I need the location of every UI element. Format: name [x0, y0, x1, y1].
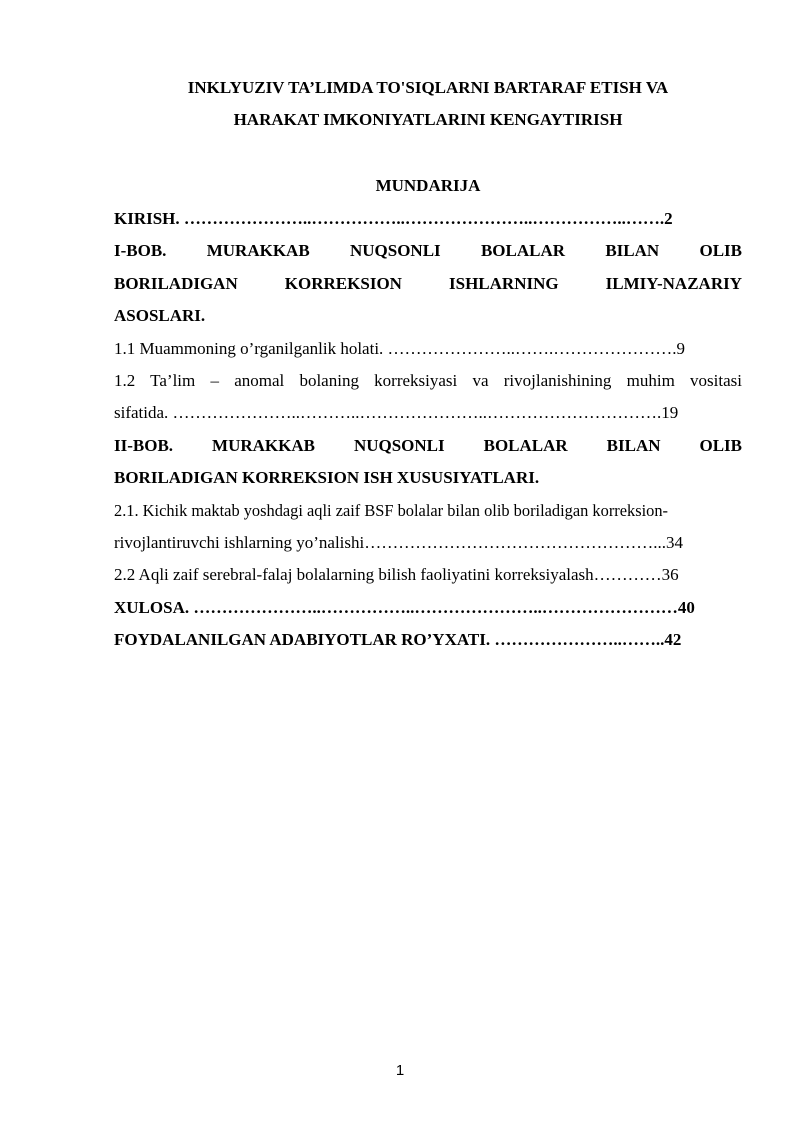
toc-entry-kirish: KIRISH. …………………..……………..…………………..……………..…….2: [114, 209, 673, 228]
toc-entry-adabiyotlar: FOYDALANILGAN ADABIYOTLAR RO’YXATI. …………………..……..42: [114, 630, 682, 650]
toc-heading: MUNDARIJA: [375, 176, 481, 195]
toc-entry-section-2-1-line-2: rivojlantiruvchi ishlarning yo’nalishi……………………………………………...34: [114, 533, 683, 553]
toc-entry-chapter-2-line-1: II-BOB. MURAKKAB NUQSONLI BOLALAR BILAN OLIB: [114, 435, 742, 455]
toc-entry-xulosa: XULOSA. …………………..……………..…………………..……………………40: [114, 597, 695, 617]
toc-entry-chapter-1-line-1: I-BOB. MURAKKAB NUQSONLI BOLALAR BILAN OLIB: [114, 241, 742, 261]
table-of-contents: [114, 203, 742, 657]
toc-entry-section-1-2-line-1: 1.2 Ta’lim – anomal bolaning korreksiyasi va rivojlanishining muhim vositasi: [114, 371, 742, 391]
toc-entry-section-2-2: 2.2 Aqli zaif serebral-falaj bolalarning bilish faoliyatini korreksiyalash…………36: [114, 565, 679, 585]
toc-entry-chapter-1-line-3: ASOSLARI.: [114, 306, 206, 326]
toc-entry-section-1-1: 1.1 Muammoning o’rganilganlik holati. …………………..…….………………….9: [114, 338, 686, 358]
page-number: 1: [395, 1062, 405, 1079]
document-title: [114, 72, 742, 136]
title-line-2: HARAKAT IMKONIYATLARINI KENGAYTIRISH: [233, 110, 623, 129]
toc-entry-chapter-1-line-2: BORILADIGAN KORREKSION ISHLARNING ILMIY-NAZARIY: [114, 273, 742, 293]
toc-entry-section-2-1-line-1: 2.1. Kichik maktab yoshdagi aqli zaif BSF bolalar bilan olib boriladigan korreksion-: [114, 500, 668, 520]
title-line-1: INKLYUZIV TA’LIMDA TO'SIQLARNI BARTARAF ETISH VA: [187, 78, 669, 97]
toc-entry-chapter-2-line-2: BORILADIGAN KORREKSION ISH XUSUSIYATLARI.: [114, 468, 540, 488]
toc-entry-section-1-2-line-2: sifatida. …………………..………..…………………..………………………….19: [114, 403, 679, 423]
